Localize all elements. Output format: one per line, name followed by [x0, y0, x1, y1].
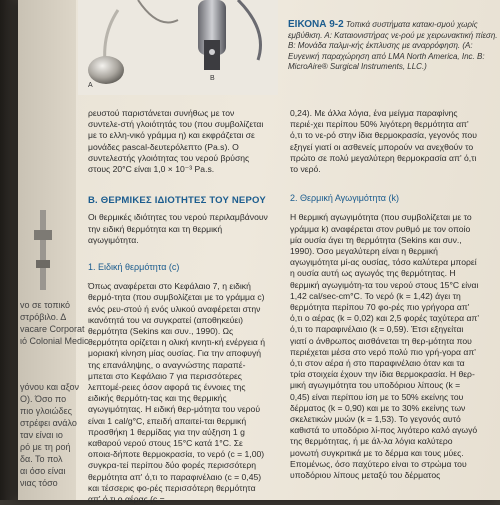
book-gutter-shadow	[0, 0, 18, 500]
facing-page-line: στρέφει ανάλο	[20, 418, 77, 428]
facing-page-figure	[24, 210, 64, 290]
book-page	[18, 0, 500, 505]
facing-page-line: Ο). Όσο πο	[20, 394, 67, 404]
left-text-column	[88, 108, 268, 505]
figure-caption-text: Τοπικά συστήματα κατακι-σμού χωρίς εμβύθιση. Α: Καταιονιστήρας νε-ρού με χειρωνακτική πίεση. Β: Μονάδα παλμι-κής έκπλυσης με αναρρόφηση. (Α: Ευγενική παραχώρηση από LMA North America, Inc. Β: MicroAire® Surgical Instruments, LLC.)	[288, 20, 498, 71]
irrigation-devices-illustration	[78, 0, 278, 95]
paragraph: Οι θερμικές ιδιότητες του νερού περιλαμβάνουν την ειδική θερμότητα και τη θερμική αγωγιμότητα.	[88, 212, 268, 245]
facing-page-line: ιό Colonial Medic	[20, 336, 89, 346]
section-heading: Β. ΘΕΡΜΙΚΕΣ ΙΔΙΟΤΗΤΕΣ ΤΟΥ ΝΕΡΟΥ	[88, 195, 266, 207]
facing-page-line: αι όσο είναι	[20, 466, 66, 476]
facing-page-line: νιας τόσο	[20, 478, 58, 488]
facing-page-line: ρό με τη ροή	[20, 442, 71, 452]
facing-page-line: ταν είναι ιο	[20, 430, 63, 440]
facing-page-line: γόνου και αξον	[20, 382, 80, 392]
figure-number: ΕΙΚΟΝΑ 9-2	[288, 19, 344, 30]
paragraph: Όπως αναφέρεται στο Κεφάλαιο 7, η ειδική θερμό-τητα (που συμβολίζεται με το γράμμα c) ενός ρευ-στού ή ενός υλικού αναφέρεται στην ικανότητά του να συγκρατεί (αποθηκεύει) θερμότητα (Sekins και συν., 1990). Ως θερμότητα ορίζεται η ολική κινητι-κή ενέργεια ή μοριακή κίνηση μίας ουσίας. Για την αποφυγή της επανάληψης, ο αναγνώστης παραπέ-μπεται στο Κεφάλαιο 7 για περισσότερες λεπτομέ-ρειες όσον αφορά τις έννοιες της ειδικής θερμότη-τας και της θερμικής αγωγιμότητας. Η ειδική θερ-μότητα του νερού είναι 1 cal/g°C, επειδή απαιτεί-ται θερμική προσθήκη 1 θερμίδας για την αύξηση 1 g καθαρού νερού στους 15°C κατά 1°C. Σε οποια-δήποτε θερμοκρασία, το νερό (c = 1,00) συγκρα-τεί περίπου δύο φορές περισσότερη θερμότητα απ' ό,τι το παραφινέλαιο (c = 0,45) και τέσσερις φο-ρές περισσότερη θερμότητα απ' ό,τι ο αέρας (c =	[88, 281, 266, 505]
paragraph: 0,24). Με άλλα λόγια, ένα μείγμα παραφίνης περιέ-χει περίπου 50% λιγότερη θερμότητα απ' ό,τι το νε-ρό στην ίδια θερμοκρασία, γεγονός που εξηγεί γιατί οι ασθενείς μπορούν να ανεχθούν το πρώτο σε πολύ μεγαλύτερη θερμοκρασία απ' ό,τι το νερό.	[290, 108, 477, 175]
paragraph: ρευστού παριστάνεται συνήθως με τον συντελε-στή γλοιότητάς του (που συμβολίζεται με το ελλη-νικό γράμμα η) και εκφράζεται σε μονάδες pascal-δευτερόλεπτο (Pa.s). Ο συντελεστής γλοιότητας του νερού βρύσης στους 20°C είναι 1,0 × 10⁻³ Pa.s.	[88, 108, 264, 175]
facing-page-line: δα. Το πολ	[20, 454, 63, 464]
facing-page-line: vacare Corporat	[20, 324, 85, 334]
figure-label-a: A	[88, 82, 93, 89]
facing-page-line: στρόβιλο. Δ	[20, 312, 67, 322]
facing-page-line: πιο γλοιώδες	[20, 406, 72, 416]
paragraph: Η θερμική αγωγιμότητα (που συμβολίζεται με το γράμμα k) αναφέρεται στον ρυθμό με τον οποίο μία ουσία άγει τη θερμότητα (Sekins και συν., 1990). Όσο μεγαλύτερη είναι η θερμική αγωγιμότητα μί-ας ουσίας, τόσο καλύτερα μπορεί η ουσία αυτή ως αγωγός της θερμότητας. Η θερμική αγωγιμότη-τα του νερού στους 15°C είναι 1,42 cal/sec-cm°C. Το νερό (k = 1,42) άγει τη θερμότητα περίπου 70 φο-ρές πιο γρήγορα απ' ό,τι ο αέρας (k = 0,02) και 2,5 φορές ταχύτερα απ' ό,τι το παραφινέλαιο (k = 0,59). Έτσι εξηγείται γιατί ο άνθρωπος αισθάνεται τη θερ-μότητα που περιέχεται μέσα στο νερό πολύ πιο γρή-γορα απ' ό,τι στον αέρα ή στο παραφινέλαιο όταν και τα τρία στοιχεία έχουν την ίδια θερμοκρασία. Η θερ-μική αγωγιμότητα του υποδόριου λίπους (k = 0,45) είναι περίπου ίση με το 50% εκείνης του δέρματος (k = 0,90) και με το 30% εκείνης των σκελετικών μυών (k = 1,53). Το γεγονός αυτό καθιστά το υποδόριο λί-πος λιγότερο καλό αγωγό της θερμότητας, ή με άλ-λα λόγια καλύτερο μονωτή συγκριτικά με το δέρμα και τους μύες. Επομένως, όσο παχύτερο είναι το στρώμα του υποδόριου λίπους μεταξύ του δέρματος	[290, 212, 479, 481]
right-text-column	[290, 108, 480, 481]
facing-page-edge	[18, 0, 89, 500]
figure-caption	[288, 20, 498, 73]
facing-page-line: vo σε τοπικό	[20, 300, 70, 310]
figure-photo	[78, 0, 278, 95]
subsection-heading: 2. Θερμική Αγωγιμότητα (k)	[290, 193, 399, 204]
figure-label-b: B	[210, 75, 215, 82]
subsection-heading: 1. Ειδική θερμότητα (c)	[88, 262, 180, 273]
